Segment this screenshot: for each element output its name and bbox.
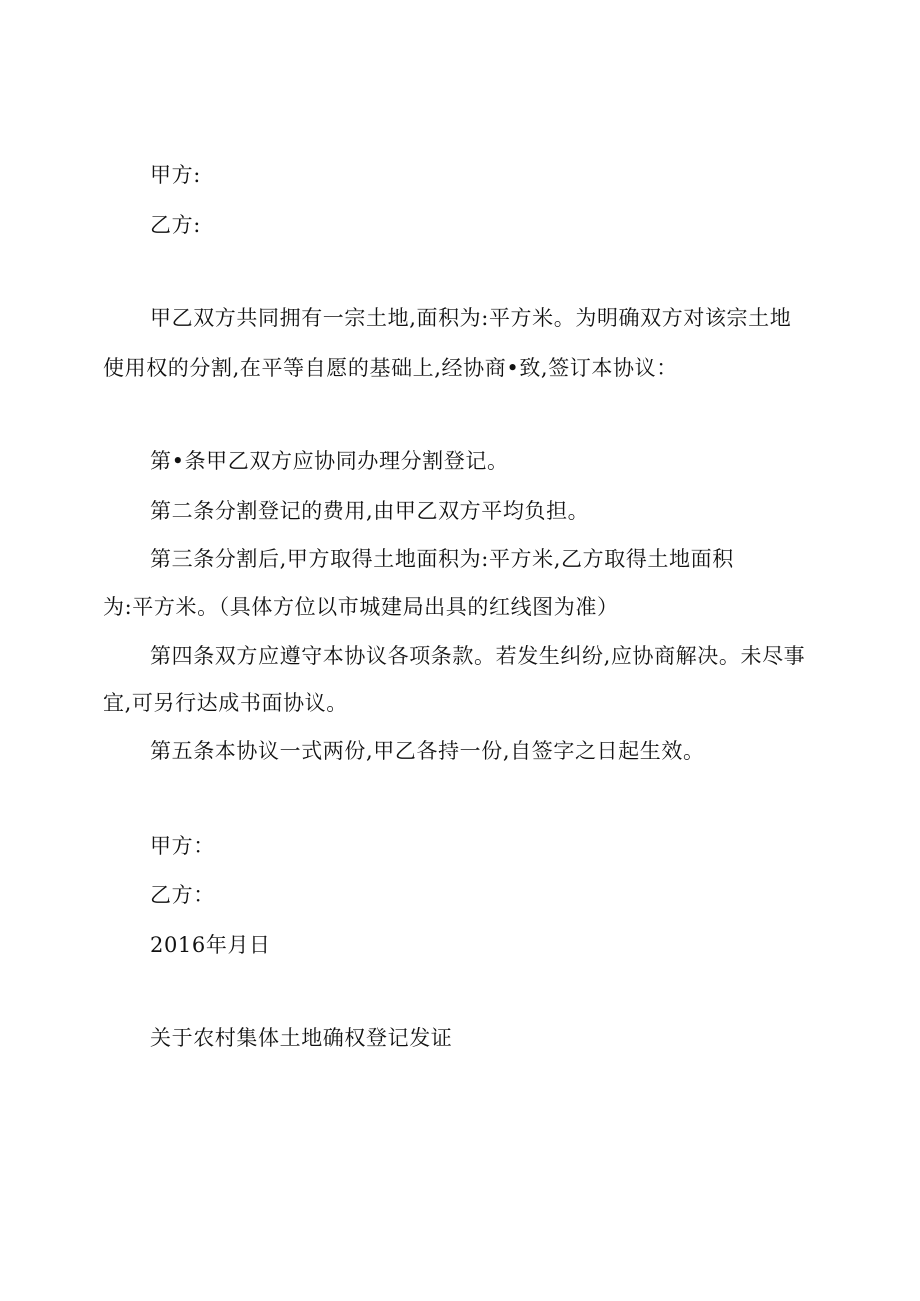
intro-paragraph-line-1: 甲乙双方共同拥有一宗土地,面积为:平方米。为明确双方对该宗土地	[150, 306, 792, 330]
intro-paragraph-line-2: 使用权的分割,在平等自愿的基础上,经协商•致,签订本协议：	[103, 356, 678, 380]
next-section-title: 关于农村集体土地确权登记发证	[150, 1026, 453, 1050]
article-5: 第五条本协议一式两份,甲乙各持一份,自签字之日起生效。	[150, 739, 705, 763]
signature-party-b: 乙方：	[150, 883, 215, 907]
signature-date: 2016年月日	[150, 933, 271, 957]
header-party-a: 甲方:	[150, 163, 201, 187]
article-4-line-1: 第四条双方应遵守本协议各项条款。若发生纠纷,应协商解决。未尽事	[150, 644, 806, 668]
article-3-line-2: 为:平方米。（具体方位以市城建局出具的红线图为准）	[103, 595, 619, 619]
article-4-line-2: 宜,可另行达成书面协议。	[103, 691, 348, 715]
header-party-b: 乙方:	[150, 213, 201, 237]
article-2: 第二条分割登记的费用,由甲乙双方平均负担。	[150, 499, 590, 523]
article-3-line-1: 第三条分割后,甲方取得土地面积为:平方米,乙方取得土地面积	[150, 547, 734, 571]
signature-party-a: 甲方：	[150, 834, 215, 858]
article-1: 第•条甲乙双方应协同办理分割登记。	[150, 449, 509, 473]
